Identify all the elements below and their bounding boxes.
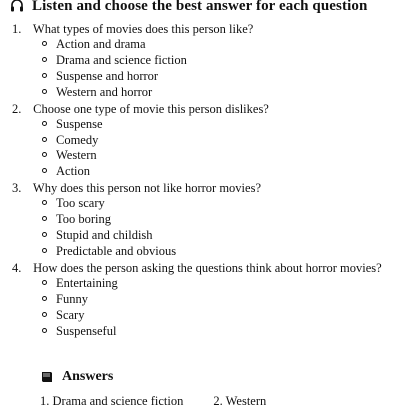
question-number: 3. — [12, 181, 22, 196]
radio-circle-icon — [42, 296, 47, 301]
option-label: Western and horror — [56, 84, 153, 99]
option-label: Action and drama — [56, 37, 146, 51]
option-item[interactable] — [12, 276, 392, 292]
worksheet-title: Listen and choose the best answer for each question — [32, 0, 368, 14]
option-label: Action — [56, 164, 91, 179]
option-label: Suspense — [56, 116, 103, 131]
radio-circle-icon — [42, 232, 47, 237]
radio-circle-icon — [42, 137, 47, 142]
book-icon — [40, 371, 54, 383]
radio-circle-icon — [42, 57, 47, 62]
question-text: Choose one type of movie this person dislikes? — [33, 101, 269, 116]
radio-circle-icon — [42, 168, 47, 173]
option-label: Entertaining — [56, 275, 118, 290]
radio-circle-icon — [42, 73, 47, 78]
option-label: Suspense and horror — [56, 68, 159, 83]
option-label: Western — [56, 148, 97, 163]
option-item[interactable] — [12, 69, 392, 85]
option-item[interactable] — [12, 117, 392, 133]
option-item[interactable] — [12, 53, 392, 69]
radio-circle-icon — [42, 312, 47, 317]
radio-circle-icon — [42, 248, 47, 253]
option-item[interactable] — [12, 196, 392, 212]
question-3 — [12, 180, 392, 260]
option-item[interactable] — [12, 133, 392, 149]
question-text: How does the person asking the questions think about horror movies? — [33, 260, 382, 275]
option-label: Predictable and obvious — [56, 243, 177, 258]
option-item[interactable] — [12, 292, 392, 308]
option-item[interactable] — [12, 148, 392, 164]
answer-item: 2. Western — [213, 394, 267, 408]
question-text: Why does this person not like horror movies? — [32, 181, 261, 196]
question-4 — [12, 260, 392, 340]
radio-circle-icon — [42, 280, 47, 285]
question-number: 4. — [12, 260, 22, 275]
option-item[interactable] — [12, 37, 392, 53]
option-label: Funny — [56, 291, 88, 306]
question-number: 1. — [12, 22, 22, 36]
option-label: Stupid and childish — [56, 228, 153, 243]
option-item[interactable] — [12, 212, 392, 228]
question-number: 2. — [12, 101, 22, 116]
option-item[interactable] — [12, 324, 392, 340]
option-label: Scary — [56, 307, 85, 322]
option-item[interactable] — [12, 164, 392, 180]
radio-circle-icon — [42, 328, 47, 333]
answers-header — [40, 369, 113, 385]
radio-circle-icon — [42, 216, 47, 221]
option-label: Suspenseful — [56, 323, 117, 338]
option-label: Too scary — [56, 196, 105, 211]
radio-circle-icon — [42, 200, 47, 205]
option-label: Drama and science fiction — [56, 52, 187, 67]
answers-list — [40, 394, 266, 409]
option-item[interactable] — [12, 244, 392, 260]
option-item[interactable] — [12, 228, 392, 244]
question-text: What types of movies does this person like? — [32, 22, 254, 36]
worksheet-header — [10, 0, 367, 16]
option-item[interactable] — [12, 308, 392, 324]
question-2 — [12, 101, 392, 181]
option-label: Comedy — [56, 132, 99, 147]
question-1 — [12, 21, 392, 101]
answers-title: Answers — [62, 369, 114, 384]
answer-item: 1. Drama and science fiction — [40, 394, 184, 408]
option-label: Too boring — [56, 212, 112, 227]
radio-circle-icon — [42, 152, 47, 157]
radio-circle-icon — [42, 89, 47, 94]
radio-circle-icon — [42, 121, 47, 126]
radio-circle-icon — [42, 41, 47, 46]
question-list — [12, 21, 392, 340]
option-item[interactable] — [12, 85, 392, 101]
headphones-icon — [10, 0, 24, 13]
